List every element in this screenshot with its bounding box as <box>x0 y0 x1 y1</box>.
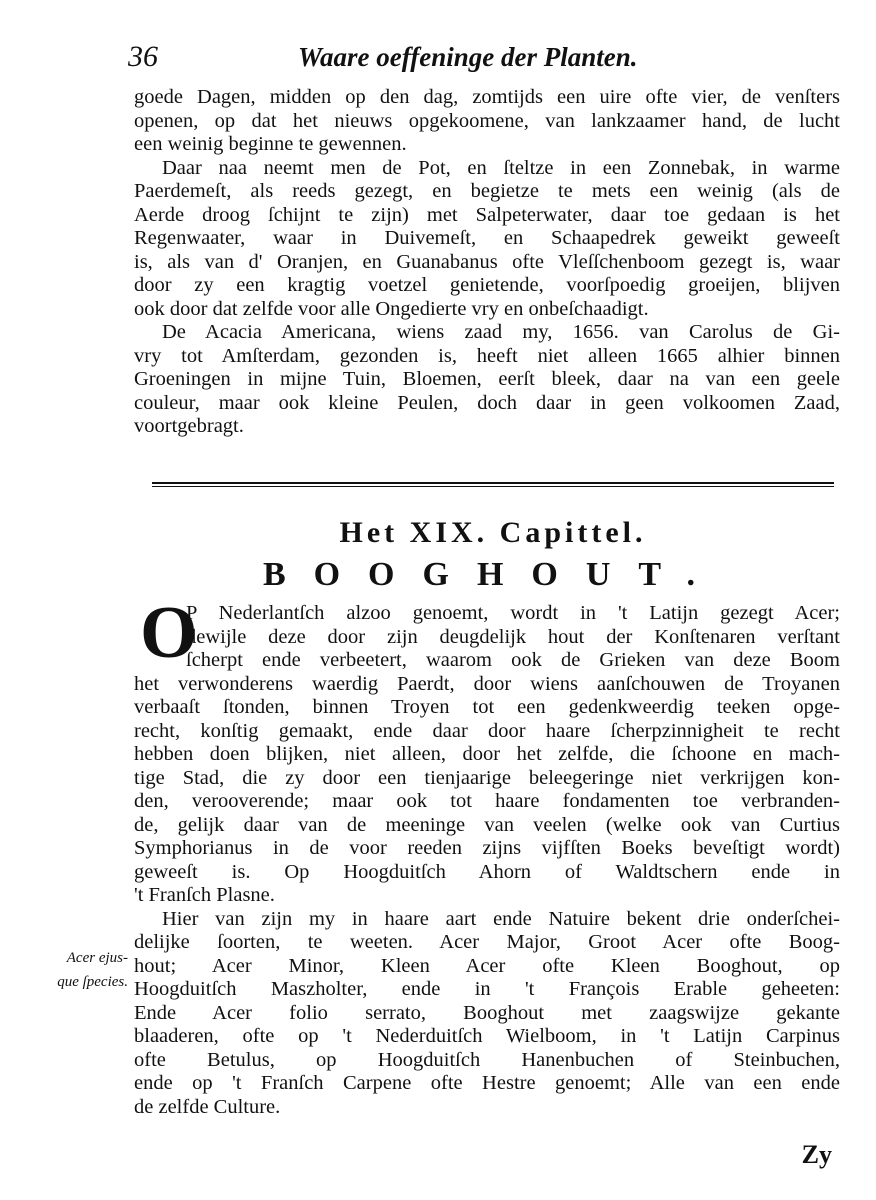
chapter-text-block-indented <box>186 602 840 649</box>
text-line: Hier van zijn my in haare aart ende Natuire bekent drie onderſchei- <box>162 907 840 930</box>
text-line: de zelfde Culture. <box>134 1095 281 1118</box>
text-line: Daar naa neemt men de Pot, en ſteltze in een Zonnebak, in warme <box>162 156 840 179</box>
margin-note <box>28 946 128 994</box>
text-line: delijke ſoorten, te weeten. Acer Major, Groot Acer ofte Boog- <box>134 931 840 953</box>
text-line: ende op 't Franſch Carpene ofte Hestre genoemt; Alle van een ende <box>134 1072 840 1094</box>
chapter-text-block <box>134 649 840 1119</box>
top-text-block <box>134 86 840 439</box>
text-line: recht, konſtig gemaakt, ende daar door haare ſcherpzinnigheit te recht <box>134 719 840 742</box>
text-line: couleur, maar ook kleine Peulen, doch daar in geen volkoomen Zaad, <box>134 391 840 414</box>
drop-cap: O <box>140 592 198 674</box>
text-line: verbaaſt ſtonden, binnen Troyen tot een gedenkweerdig teeken opge- <box>134 696 840 718</box>
text-line: tige Stad, die zy door een tienjaarige beleegeringe niet verkrijgen kon- <box>134 766 840 789</box>
chapter-heading: Het XIX. Capittel. <box>339 516 647 549</box>
text-line: Groeningen in mijne Tuin, Bloemen, eerſt bleek, daar na van een geele <box>134 368 840 390</box>
margin-note-line: Acer ejus- <box>66 950 128 966</box>
text-line: ofte Betulus, op Hoogduitſch Hanenbuchen of Steinbuchen, <box>134 1048 840 1071</box>
text-line: Regenwaater, waar in Duivemeſt, en Schaapedrek geweikt geweeſt <box>134 227 840 249</box>
text-line: Hoogduitſch Maszholter, ende in 't François Erable geheeten: <box>134 978 840 1000</box>
text-line: Symphorianus in de voor reeden zijns vijfſten Boeks beveſtigt wordt) <box>134 837 840 859</box>
text-line: De Acacia Americana, wiens zaad my, 1656. van Carolus de Gi- <box>162 321 840 343</box>
catchword: Zy <box>801 1140 832 1169</box>
text-line: de, gelijk daar van de meeninge van veelen (welke ook van Curtius <box>134 813 840 836</box>
text-line: 't Franſch Plasne. <box>134 884 275 906</box>
running-title: Waare oeffeninge der Planten. <box>298 42 638 72</box>
text-line: den, verooverende; maar ook tot haare fondamenten toe verbranden- <box>134 790 840 812</box>
text-line: openen, op dat het nieuws opgekoomene, van lankzaamer hand, de lucht <box>134 109 840 132</box>
text-line: Ende Acer folio serrato, Booghout met zaagswijze gekante <box>134 1001 840 1024</box>
text-line: hout; Acer Minor, Kleen Acer ofte Kleen Booghout, op <box>134 954 840 977</box>
margin-note-line: que ſpecies. <box>57 974 128 990</box>
page-number: 36 <box>128 40 158 73</box>
text-line: door zy een kragtig voetzel genietende, voorſpoedig groeijen, blijven <box>134 274 840 296</box>
text-line: ook door dat zelfde voor alle Ongedierte vry en onbeſchaadigt. <box>134 297 649 320</box>
page-header <box>128 40 848 80</box>
chapter-subject: BOOGHOUT. <box>262 556 724 593</box>
text-line: Paerdemeſt, als reeds gezegt, en begietze te mets een weinig (als de <box>134 180 840 202</box>
text-line: goede Dagen, midden op den dag, zomtijds een uire ofte vier, de venſters <box>134 86 840 108</box>
text-line: voortgebragt. <box>134 415 244 437</box>
text-line: geweeſt is. Op Hoogduitſch Ahorn of Waldtschern ende in <box>134 860 840 883</box>
text-line: blaaderen, ofte op 't Nederduitſch Wielboom, in 't Latijn Carpinus <box>134 1025 840 1047</box>
text-line: ſcherpt ende verbeetert, waarom ook de Grieken van deze Boom <box>186 649 840 671</box>
text-line: hebben doen blijken, niet alleen, door het zelfde, die ſchoone en mach- <box>134 743 840 765</box>
text-line: Aerde droog ſchijnt te zijn) met Salpeterwater, daar toe gedaan is het <box>134 203 840 226</box>
section-rule-thin <box>152 486 834 487</box>
text-line: is, als van d' Oranjen, en Guanabanus ofte Vleſſchenboom gezegt is, waar <box>134 250 840 273</box>
text-line: vry tot Amſterdam, gezonden is, heeft niet alleen 1665 alhier binnen <box>134 344 840 367</box>
section-rule <box>152 482 834 484</box>
text-line: P Nederlantſch alzoo genoemt, wordt in 't Latijn gezegt Acer; <box>186 602 840 624</box>
text-line: het verwonderens waerdig Paerdt, door wiens aanſchouwen de Troyanen <box>134 672 840 695</box>
text-line: een weinig beginne te gewennen. <box>134 133 407 155</box>
text-line: dewijle deze door zijn deugdelijk hout der Konſtenaren verſtant <box>186 625 840 648</box>
